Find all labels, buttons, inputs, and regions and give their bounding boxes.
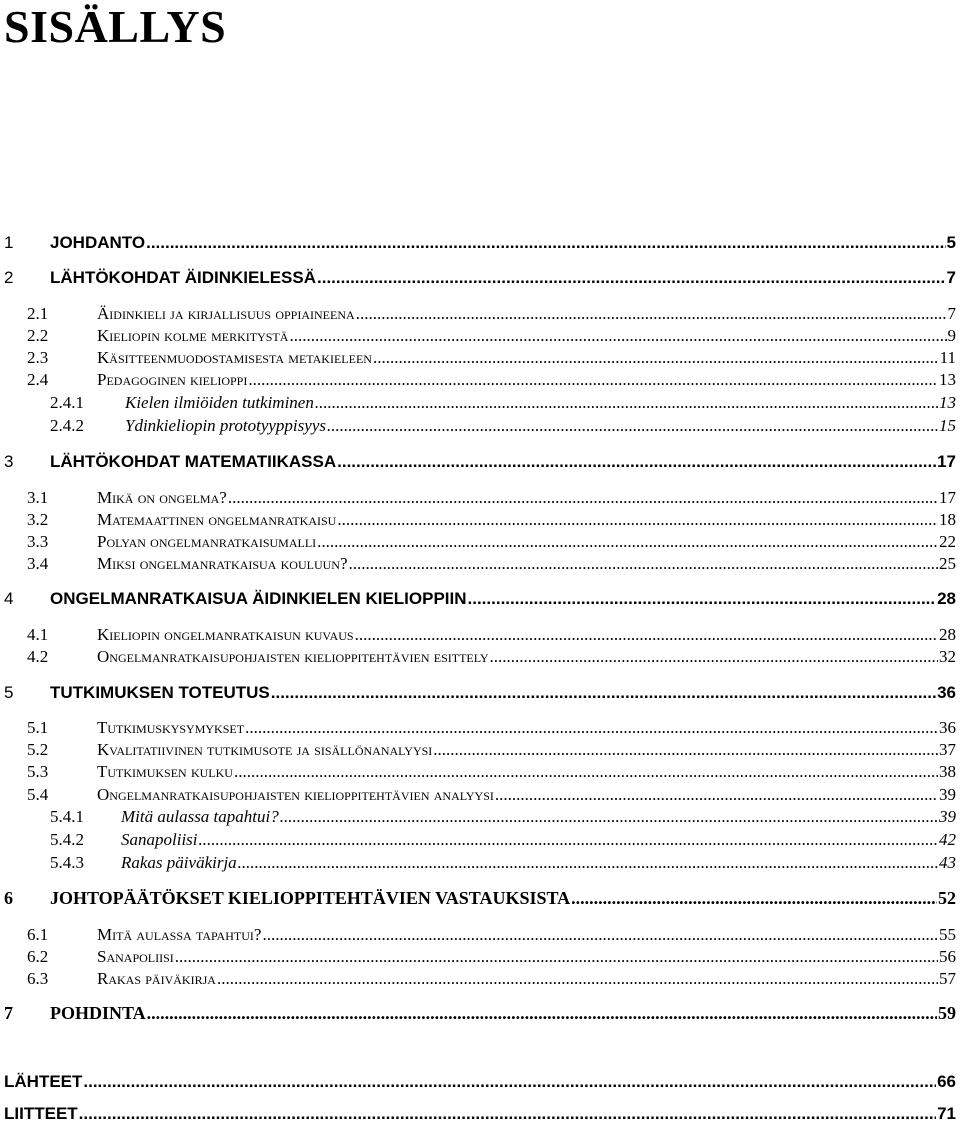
entry-number: 4.1 — [27, 625, 49, 644]
dot-leader — [245, 718, 938, 738]
toc-entry-2-1[interactable] — [0, 304, 960, 326]
entry-number: 4 — [4, 589, 14, 608]
entry-label: LIITTEET — [4, 1104, 78, 1123]
entry-label: Tutkimuskysymykset — [97, 718, 245, 737]
entry-number: 2.3 — [27, 348, 49, 367]
entry-page: 39 — [939, 807, 956, 826]
entry-label: Pedagoginen kielioppi — [97, 370, 248, 389]
toc-entry-lahteet[interactable] — [0, 1072, 960, 1096]
dot-leader — [271, 683, 936, 703]
entry-number: 5.4.2 — [50, 830, 84, 849]
entry-number: 6.3 — [27, 969, 49, 988]
dot-leader — [348, 554, 938, 574]
toc-entry-3-2[interactable] — [0, 510, 960, 532]
dot-leader — [79, 1104, 936, 1124]
entry-number: 3.3 — [27, 532, 49, 551]
entry-page: 17 — [939, 488, 956, 507]
toc-entry-2-4-1[interactable] — [0, 393, 960, 415]
dot-leader — [356, 304, 947, 324]
dot-leader — [355, 625, 938, 645]
entry-number: 5.3 — [27, 762, 49, 781]
entry-number: 3.2 — [27, 510, 49, 529]
entry-page: 71 — [937, 1104, 956, 1123]
dot-leader — [317, 532, 938, 552]
entry-page: 36 — [937, 683, 956, 702]
dot-leader — [280, 807, 938, 827]
toc-entry-3-3[interactable] — [0, 532, 960, 554]
toc-entry-2-4-2[interactable] — [0, 416, 960, 438]
entry-label: Kieliopin ongelmanratkaisun kuvaus — [97, 625, 354, 644]
entry-number: 2.4.1 — [50, 393, 84, 412]
entry-page: 56 — [939, 947, 956, 966]
entry-label: LÄHTÖKOHDAT ÄIDINKIELESSÄ — [50, 268, 317, 287]
entry-label: JOHTOPÄÄTÖKSET KIELIOPPITEHTÄVIEN VASTAUKSISTA — [50, 888, 571, 908]
toc-entry-6-1[interactable] — [0, 925, 960, 947]
entry-number: 5.4 — [27, 785, 49, 804]
entry-label: Miksi ongelmanratkaisua kouluun? — [97, 554, 348, 573]
dot-leader — [571, 888, 937, 909]
toc-entry-chapter-5[interactable] — [0, 683, 960, 707]
entry-page: 42 — [939, 830, 956, 849]
entry-page: 22 — [939, 532, 956, 551]
toc-entry-5-4-3[interactable] — [0, 853, 960, 875]
entry-label: Sanapoliisi — [121, 830, 198, 849]
dot-leader — [490, 647, 938, 667]
toc-entry-6-2[interactable] — [0, 947, 960, 969]
entry-label: Ydinkieliopin prototyyppisyys — [125, 416, 326, 435]
toc-entry-3-4[interactable] — [0, 554, 960, 576]
toc-entry-chapter-2[interactable] — [0, 268, 960, 292]
dot-leader — [495, 785, 938, 805]
dot-leader — [228, 488, 938, 508]
toc-entry-chapter-6[interactable] — [0, 888, 960, 912]
entry-number: 5.1 — [27, 718, 49, 737]
toc-entry-2-2[interactable] — [0, 326, 960, 348]
entry-label: Ongelmanratkaisupohjaisten kielioppitehtävien analyysi — [97, 785, 494, 804]
entry-label: Polyan ongelmanratkaisumalli — [97, 532, 317, 551]
entry-number: 6.2 — [27, 947, 49, 966]
entry-number: 6 — [4, 888, 13, 908]
entry-page: 17 — [937, 452, 956, 471]
entry-page: 13 — [939, 393, 956, 412]
entry-number: 1 — [4, 233, 14, 252]
dot-leader — [175, 947, 938, 967]
entry-page: 5 — [946, 233, 956, 252]
entry-page: 11 — [939, 348, 956, 367]
entry-number: 2.2 — [27, 326, 49, 345]
entry-number: 2 — [4, 268, 14, 287]
entry-page: 32 — [939, 647, 956, 666]
entry-number: 3 — [4, 452, 14, 471]
dot-leader — [238, 853, 938, 873]
entry-number: 7 — [4, 1003, 13, 1023]
toc-entry-4-1[interactable] — [0, 625, 960, 647]
dot-leader — [199, 830, 938, 850]
toc-entry-chapter-3[interactable] — [0, 452, 960, 476]
dot-leader — [433, 740, 938, 760]
entry-label: Äidinkieli ja kirjallisuus oppiaineena — [97, 304, 355, 323]
dot-leader — [147, 1003, 937, 1024]
entry-label: TUTKIMUKSEN TOTEUTUS — [50, 683, 270, 702]
entry-label: ONGELMANRATKAISUA ÄIDINKIELEN KIELIOPPIIN — [50, 589, 467, 608]
entry-label: Mitä aulassa tapahtui? — [121, 807, 279, 826]
toc-entry-5-3[interactable] — [0, 762, 960, 784]
entry-page: 59 — [938, 1003, 956, 1023]
entry-label: Kieliopin kolme merkitystä — [97, 326, 289, 345]
entry-label: JOHDANTO — [50, 233, 146, 252]
entry-page: 7 — [946, 268, 956, 287]
entry-page: 39 — [939, 785, 956, 804]
entry-page: 55 — [939, 925, 956, 944]
entry-number: 6.1 — [27, 925, 49, 944]
entry-page: 28 — [937, 589, 956, 608]
entry-page: 37 — [939, 740, 956, 759]
entry-number: 5.4.3 — [50, 853, 84, 872]
toc-entry-5-4-2[interactable] — [0, 830, 960, 852]
entry-number: 5 — [4, 683, 14, 702]
entry-page: 57 — [939, 969, 956, 988]
dot-leader — [262, 925, 938, 945]
dot-leader — [315, 393, 938, 413]
dot-leader — [337, 510, 938, 530]
toc-entry-3-1[interactable] — [0, 488, 960, 510]
entry-label: Rakas päiväkirja — [121, 853, 237, 872]
toc-entry-2-3[interactable] — [0, 348, 960, 370]
entry-number: 3.4 — [27, 554, 49, 573]
entry-number: 2.1 — [27, 304, 49, 323]
entry-page: 18 — [939, 510, 956, 529]
entry-page: 43 — [939, 853, 956, 872]
entry-label: POHDINTA — [50, 1003, 146, 1023]
entry-number: 4.2 — [27, 647, 49, 666]
entry-label: Tutkimuksen kulku — [97, 762, 233, 781]
entry-label: Mikä on ongelma? — [97, 488, 227, 507]
toc-entry-chapter-1[interactable] — [0, 233, 960, 257]
entry-label: Sanapoliisi — [97, 947, 174, 966]
toc-entry-chapter-7[interactable] — [0, 1003, 960, 1027]
entry-number: 2.4 — [27, 370, 49, 389]
dot-leader — [248, 370, 938, 390]
entry-label: Kielen ilmiöiden tutkiminen — [125, 393, 314, 412]
entry-number: 5.2 — [27, 740, 49, 759]
dot-leader — [468, 589, 937, 609]
dot-leader — [146, 233, 945, 253]
dot-leader — [337, 452, 936, 472]
page-title: SISÄLLYS — [4, 1, 227, 52]
toc-entry-5-4[interactable] — [0, 785, 960, 807]
entry-page: 36 — [939, 718, 956, 737]
entry-page: 15 — [939, 416, 956, 435]
entry-label: Käsitteenmuodostamisesta metakieleen — [97, 348, 372, 367]
dot-leader — [373, 348, 939, 368]
toc-entry-2-4[interactable] — [0, 370, 960, 392]
entry-label: Kvalitatiivinen tutkimusote ja sisällönanalyysi — [97, 740, 433, 759]
dot-leader — [217, 969, 938, 989]
entry-label: LÄHTEET — [4, 1072, 83, 1091]
entry-page: 66 — [937, 1072, 956, 1091]
entry-page: 52 — [938, 888, 956, 908]
toc-entry-5-4-1[interactable] — [0, 807, 960, 829]
entry-page: 9 — [947, 326, 956, 345]
entry-label: LÄHTÖKOHDAT MATEMATIIKASSA — [50, 452, 337, 471]
toc-entry-liitteet[interactable] — [0, 1104, 960, 1128]
entry-page: 25 — [939, 554, 956, 573]
dot-leader — [83, 1072, 936, 1092]
entry-page: 28 — [939, 625, 956, 644]
entry-page: 38 — [939, 762, 956, 781]
toc-entry-chapter-4[interactable] — [0, 589, 960, 613]
entry-label: Ongelmanratkaisupohjaisten kielioppitehtävien esittely — [97, 647, 489, 666]
dot-leader — [327, 416, 938, 436]
toc-entry-4-2[interactable] — [0, 647, 960, 669]
entry-label: Rakas päiväkirja — [97, 969, 216, 988]
dot-leader — [234, 762, 938, 782]
entry-label: Mitä aulassa tapahtui? — [97, 925, 262, 944]
dot-leader — [317, 268, 946, 288]
dot-leader — [289, 326, 946, 346]
entry-label: Matemaattinen ongelmanratkaisu — [97, 510, 337, 529]
entry-number: 5.4.1 — [50, 807, 84, 826]
toc-entry-6-3[interactable] — [0, 969, 960, 991]
entry-page: 13 — [939, 370, 956, 389]
entry-number: 3.1 — [27, 488, 49, 507]
entry-number: 2.4.2 — [50, 416, 84, 435]
entry-page: 7 — [947, 304, 956, 323]
toc-entry-5-2[interactable] — [0, 740, 960, 762]
toc-entry-5-1[interactable] — [0, 718, 960, 740]
